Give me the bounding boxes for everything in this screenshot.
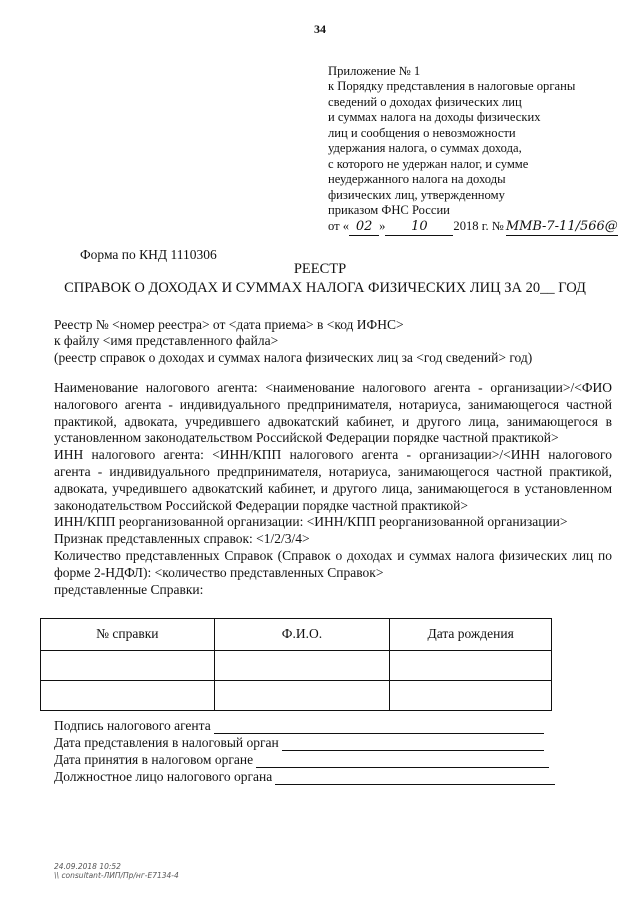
signature-line (256, 755, 549, 768)
appendix-line: удержания налога, о суммах дохода, (328, 141, 522, 156)
form-knd: Форма по КНД 1110306 (80, 247, 217, 262)
signature-row (54, 768, 614, 785)
table-row (41, 681, 552, 711)
order-prefix: от « (328, 218, 350, 233)
registry-block (54, 317, 614, 366)
table-cell (390, 681, 552, 711)
table-cell (41, 681, 215, 711)
registry-line: (реестр справок о доходах и суммах налога физических лиц за <год сведений> год) (54, 349, 533, 365)
document-subtitle: СПРАВОК О ДОХОДАХ И СУММАХ НАЛОГА ФИЗИЧЕСКИХ ЛИЦ ЗА 20__ ГОД (64, 280, 586, 296)
footer-path: \\ consultant-ЛИП/Пр/нг-Е7134-4 (54, 871, 179, 881)
order-number: ММВ-7-11/566@ (505, 218, 618, 234)
appendix-line: к Порядку представления в налоговые органы (328, 79, 576, 94)
reorg-inn-paragraph: ИНН/КПП реорганизованной организации: <ИНН/КПП реорганизованной организации> (54, 514, 568, 530)
order-month: 10 (385, 219, 453, 236)
appendix-line: приказом ФНС России (328, 203, 450, 218)
signature-row (54, 751, 614, 768)
signature-label: Подпись налогового агента (54, 717, 211, 733)
order-day: 02 (349, 219, 379, 236)
signature-line (214, 721, 544, 734)
signature-label: Должностное лицо налогового органа (54, 768, 273, 784)
signature-row (54, 717, 614, 734)
appendix-line: Приложение № 1 (328, 64, 421, 78)
body-text (54, 380, 612, 598)
appendix-line: сведений о доходах физических лиц (328, 94, 522, 109)
appendix-line: лиц и сообщения о невозможности (328, 125, 516, 140)
table-cell (41, 651, 215, 681)
table-cell (214, 651, 390, 681)
document-title: РЕЕСТР (293, 261, 347, 277)
order-mid: » (379, 218, 386, 233)
signature-line (275, 772, 555, 785)
table-cell (390, 651, 552, 681)
footer-timestamp: 24.09.2018 10:52 (54, 862, 121, 871)
appendix-line: с которого не удержан налог, и сумме (328, 156, 529, 171)
order-year: 2018 г. № (453, 218, 504, 233)
appendix-line: неудержанного налога на доходы (328, 172, 506, 187)
page-number: 34 (314, 22, 326, 36)
appendix-line: физических лиц, утвержденному (328, 187, 505, 202)
header-cert-number: № справки (41, 619, 215, 651)
sign-paragraph: Признак представленных справок: <1/2/3/4> (54, 531, 310, 547)
order-date-line (328, 219, 628, 236)
signature-label: Дата представления в налоговый орган (54, 734, 279, 750)
registry-line: к файлу <имя представленного файла> (54, 333, 279, 349)
count-paragraph: Количество представленных Справок (Справок о доходах и суммах налога физических лиц по форме 2-НДФЛ): <количество представленных Справок> (54, 547, 612, 580)
appendix-block (328, 64, 628, 236)
signature-line (282, 738, 544, 751)
signature-row (54, 734, 614, 751)
footer-stamp (54, 862, 179, 881)
header-birth-date: Дата рождения (390, 619, 552, 651)
agent-name-paragraph: Наименование налогового агента: <наименование налогового агента - организации>/<ФИО налогового агента - индивидуального предпринимателя, нотариуса, занимающегося частной практикой, адвоката, учредившего адвокатский кабинет, и другого лица, занимающегося в установленном законодательством Российской Федерации порядке частной практикой> (54, 380, 612, 446)
appendix-line: и суммах налога на доходы физических (328, 110, 541, 125)
signature-label: Дата принятия в налоговом органе (54, 751, 254, 767)
registry-line: Реестр № <номер реестра> от <дата приема> в <код ИФНС> (54, 317, 404, 332)
presented-paragraph: представленные Справки: (54, 581, 204, 597)
table-cell (214, 681, 390, 711)
agent-inn-paragraph: ИНН налогового агента: <ИНН/КПП налогового агента - организации>/<ИНН налогового агента - индивидуального предпринимателя, нотариуса, занимающегося частной практикой, адвоката, учредившего адвокатский кабинет, и другого лица, занимающегося в установленном законодательством Российской Федерации порядке частной практикой> (54, 447, 612, 513)
table-header-row (41, 619, 552, 651)
header-full-name: Ф.И.О. (214, 619, 390, 651)
signatures-block (54, 717, 614, 785)
certificates-table (40, 618, 552, 711)
table-row (41, 651, 552, 681)
